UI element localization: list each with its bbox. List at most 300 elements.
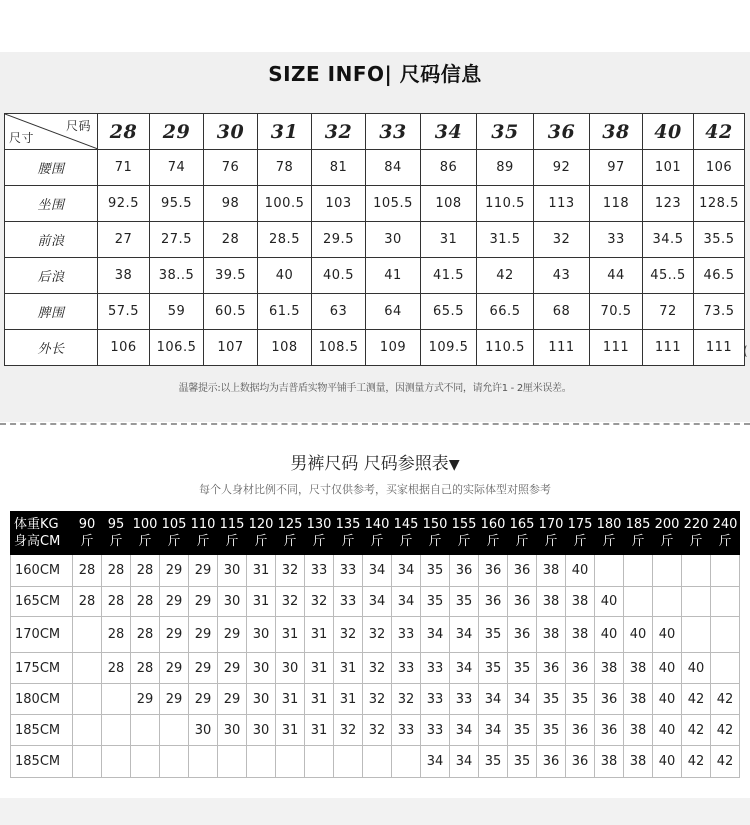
size-cell: 28 [73, 555, 102, 587]
size-header-cell: 40 [643, 114, 694, 150]
measure-value: 98 [204, 186, 258, 222]
size-cell: 40 [653, 746, 682, 778]
size-cell [160, 746, 189, 778]
measure-value: 73.5 [694, 294, 745, 330]
size-cell: 30 [218, 555, 247, 587]
size-cell: 36 [537, 746, 566, 778]
measure-value: 31 [421, 222, 477, 258]
weight-header-cell [624, 512, 653, 555]
size-cell [73, 653, 102, 684]
weight-value: 110 [190, 517, 216, 532]
measure-value: 110.5 [477, 330, 534, 366]
size-cell: 31 [247, 555, 276, 587]
size-cell: 34 [363, 587, 392, 617]
weight-value: 180 [596, 517, 622, 532]
weight-value: 240 [712, 517, 738, 532]
weight-value: 155 [451, 517, 477, 532]
weight-value: 140 [364, 517, 390, 532]
size-cell: 32 [334, 715, 363, 746]
size-cell: 36 [508, 587, 537, 617]
reference-table [10, 511, 740, 778]
size-cell: 36 [537, 653, 566, 684]
size-cell: 31 [305, 715, 334, 746]
measure-value: 61.5 [258, 294, 312, 330]
size-cell: 36 [450, 555, 479, 587]
measure-value: 108 [258, 330, 312, 366]
size-cell: 31 [305, 617, 334, 653]
weight-header-cell [566, 512, 595, 555]
size-header-row [5, 114, 745, 150]
weight-value: 125 [277, 517, 303, 532]
size-cell: 30 [247, 715, 276, 746]
size-header-cell: 42 [694, 114, 745, 150]
measure-value: 46.5 [694, 258, 745, 294]
size-cell: 40 [653, 653, 682, 684]
weight-header-cell [508, 512, 537, 555]
size-cell: 40 [653, 715, 682, 746]
size-header-cell: 35 [477, 114, 534, 150]
size-cell: 30 [247, 617, 276, 653]
size-header-cell: 28 [98, 114, 150, 150]
size-row [5, 150, 745, 186]
size-cell: 32 [363, 684, 392, 715]
weight-unit: 斤 [196, 534, 210, 549]
measure-value: 34.5 [643, 222, 694, 258]
size-cell: 35 [450, 587, 479, 617]
weight-unit: 斤 [689, 534, 703, 549]
size-cell: 29 [189, 587, 218, 617]
weight-value: 175 [567, 517, 593, 532]
size-cell: 28 [131, 653, 160, 684]
size-cell: 33 [392, 617, 421, 653]
size-cell: 42 [711, 746, 740, 778]
measure-label: 腰围 [5, 150, 98, 186]
weight-unit: 斤 [109, 534, 123, 549]
measure-value: 110.5 [477, 186, 534, 222]
weight-header-cell [682, 512, 711, 555]
size-cell [334, 746, 363, 778]
measure-value: 106 [694, 150, 745, 186]
measure-value: 84 [366, 150, 421, 186]
size-cell: 40 [624, 617, 653, 653]
measure-value: 60.5 [204, 294, 258, 330]
size-cell: 34 [479, 715, 508, 746]
size-cell: 36 [508, 555, 537, 587]
size-cell: 38 [566, 617, 595, 653]
size-cell: 30 [276, 653, 305, 684]
size-cell: 36 [479, 555, 508, 587]
size-cell [392, 746, 421, 778]
weight-header-cell [392, 512, 421, 555]
size-cell: 31 [247, 587, 276, 617]
measure-value: 41.5 [421, 258, 477, 294]
size-cell: 34 [508, 684, 537, 715]
measure-value: 113 [534, 186, 590, 222]
weight-value: 135 [335, 517, 361, 532]
measure-value: 107 [204, 330, 258, 366]
weight-header-cell [653, 512, 682, 555]
measure-value: 40 [258, 258, 312, 294]
measure-value: 45..5 [643, 258, 694, 294]
weight-value: 165 [509, 517, 535, 532]
measure-value: 28.5 [258, 222, 312, 258]
height-cell: 180CM [11, 684, 73, 715]
measure-value: 111 [643, 330, 694, 366]
size-cell: 28 [102, 587, 131, 617]
weight-header-cell [73, 512, 102, 555]
triangle-down-icon: ▼ [448, 457, 460, 473]
weight-value: 185 [625, 517, 651, 532]
measure-value: 74 [150, 150, 204, 186]
measure-label: 坐围 [5, 186, 98, 222]
weight-value: 105 [161, 517, 187, 532]
size-cell: 32 [305, 587, 334, 617]
size-cell: 29 [218, 653, 247, 684]
size-cell: 30 [247, 684, 276, 715]
size-cell: 32 [363, 617, 392, 653]
weight-unit: 斤 [573, 534, 587, 549]
weight-value: 90 [78, 517, 96, 532]
measure-value: 123 [643, 186, 694, 222]
size-cell: 36 [566, 653, 595, 684]
size-cell: 29 [131, 684, 160, 715]
measure-value: 111 [534, 330, 590, 366]
size-cell [131, 715, 160, 746]
size-cell: 33 [421, 653, 450, 684]
measure-value: 39.5 [204, 258, 258, 294]
size-cell [711, 587, 740, 617]
corner-bottom-label: 尺寸 [9, 131, 35, 145]
measure-label: 脾围 [5, 294, 98, 330]
weight-unit: 斤 [138, 534, 152, 549]
size-cell: 35 [479, 653, 508, 684]
size-cell: 36 [479, 587, 508, 617]
reference-row [11, 587, 740, 617]
weight-header-cell [595, 512, 624, 555]
size-header-cell: 29 [150, 114, 204, 150]
weight-header-cell [131, 512, 160, 555]
size-cell: 36 [595, 715, 624, 746]
height-cell: 185CM [11, 746, 73, 778]
size-cell: 34 [392, 555, 421, 587]
measure-value: 103 [312, 186, 366, 222]
size-cell [102, 684, 131, 715]
size-cell [363, 746, 392, 778]
size-cell: 36 [595, 684, 624, 715]
weight-value: 170 [538, 517, 564, 532]
size-cell: 30 [247, 653, 276, 684]
weight-value: 120 [248, 517, 274, 532]
size-cell: 34 [450, 617, 479, 653]
size-cell: 35 [421, 587, 450, 617]
size-cell: 38 [537, 555, 566, 587]
weight-header-cell [537, 512, 566, 555]
size-cell: 40 [566, 555, 595, 587]
measure-value: 108 [421, 186, 477, 222]
measure-value: 65.5 [421, 294, 477, 330]
size-header-cell: 32 [312, 114, 366, 150]
measure-value: 43 [534, 258, 590, 294]
reference-row [11, 653, 740, 684]
measure-value: 38..5 [150, 258, 204, 294]
weight-height-label [11, 512, 73, 555]
corner-top-label: 尺码 [65, 119, 91, 133]
size-cell: 38 [624, 653, 653, 684]
reference-note: 每个人身材比例不同，尺寸仅供参考，买家根据自己的实际体型对照参考 [199, 483, 551, 496]
size-cell: 40 [653, 684, 682, 715]
size-cell: 28 [131, 617, 160, 653]
size-cell: 28 [102, 617, 131, 653]
measure-value: 59 [150, 294, 204, 330]
weight-value: 160 [480, 517, 506, 532]
measure-value: 101 [643, 150, 694, 186]
dashed-divider [0, 423, 750, 425]
size-cell: 28 [73, 587, 102, 617]
size-cell [305, 746, 334, 778]
weight-unit: 斤 [341, 534, 355, 549]
size-cell: 31 [305, 653, 334, 684]
reference-header-row [11, 512, 740, 555]
size-cell: 30 [218, 587, 247, 617]
size-cell: 38 [595, 746, 624, 778]
size-cell [218, 746, 247, 778]
size-cell: 33 [450, 684, 479, 715]
size-cell: 35 [508, 746, 537, 778]
size-cell [189, 746, 218, 778]
size-cell: 35 [508, 653, 537, 684]
size-info-table [4, 113, 745, 366]
size-cell: 34 [392, 587, 421, 617]
measure-value: 105.5 [366, 186, 421, 222]
measure-value: 30 [366, 222, 421, 258]
reference-row [11, 746, 740, 778]
corner-cell [5, 114, 98, 150]
measure-value: 38 [98, 258, 150, 294]
weight-value: 145 [393, 517, 419, 532]
size-cell [595, 555, 624, 587]
size-row [5, 294, 745, 330]
size-cell: 38 [537, 617, 566, 653]
size-cell: 31 [276, 617, 305, 653]
corner-diagonal [5, 114, 97, 149]
weight-header-cell [421, 512, 450, 555]
size-cell: 34 [421, 617, 450, 653]
measure-value: 111 [590, 330, 643, 366]
weight-header-cell [334, 512, 363, 555]
size-cell [276, 746, 305, 778]
weight-header-cell [102, 512, 131, 555]
size-cell: 33 [392, 715, 421, 746]
size-cell: 36 [566, 746, 595, 778]
weight-unit: 斤 [718, 534, 732, 549]
height-cell: 175CM [11, 653, 73, 684]
size-cell [160, 715, 189, 746]
weight-header-cell [711, 512, 740, 555]
weight-header-cell [189, 512, 218, 555]
size-cell: 29 [218, 684, 247, 715]
size-row [5, 222, 745, 258]
size-cell: 30 [218, 715, 247, 746]
size-cell: 34 [479, 684, 508, 715]
weight-header-cell [276, 512, 305, 555]
size-cell: 42 [682, 684, 711, 715]
footer-bar [0, 798, 750, 825]
size-cell: 28 [102, 555, 131, 587]
size-cell: 42 [682, 715, 711, 746]
weight-unit: 斤 [660, 534, 674, 549]
measure-value: 81 [312, 150, 366, 186]
size-cell: 38 [624, 746, 653, 778]
size-cell: 35 [479, 746, 508, 778]
measure-label: 外长 [5, 330, 98, 366]
weight-unit: 斤 [399, 534, 413, 549]
size-cell: 28 [131, 587, 160, 617]
size-cell: 29 [189, 653, 218, 684]
reference-row [11, 617, 740, 653]
measure-value: 89 [477, 150, 534, 186]
size-cell [711, 653, 740, 684]
size-cell: 29 [189, 555, 218, 587]
size-cell [73, 617, 102, 653]
measure-value: 33 [590, 222, 643, 258]
size-cell: 36 [566, 715, 595, 746]
size-cell: 33 [334, 555, 363, 587]
size-cell [131, 746, 160, 778]
size-cell [682, 555, 711, 587]
measure-value: 118 [590, 186, 643, 222]
size-cell: 30 [189, 715, 218, 746]
measure-value: 111 [694, 330, 745, 366]
measure-value: 63 [312, 294, 366, 330]
size-cell: 32 [363, 653, 392, 684]
size-cell [682, 587, 711, 617]
size-cell: 32 [334, 617, 363, 653]
measure-value: 66.5 [477, 294, 534, 330]
size-cell [247, 746, 276, 778]
size-cell: 38 [537, 587, 566, 617]
measure-value: 31.5 [477, 222, 534, 258]
size-cell [711, 555, 740, 587]
size-cell: 34 [450, 746, 479, 778]
measure-label: 前浪 [5, 222, 98, 258]
weight-unit: 斤 [428, 534, 442, 549]
reference-grid [10, 511, 739, 776]
weight-unit: 斤 [80, 534, 94, 549]
measure-value: 92.5 [98, 186, 150, 222]
weight-label: 体重KG [14, 517, 59, 532]
measure-value: 28 [204, 222, 258, 258]
size-cell: 29 [218, 617, 247, 653]
measure-value: 92 [534, 150, 590, 186]
measure-value: 78 [258, 150, 312, 186]
weight-value: 115 [219, 517, 245, 532]
size-cell [653, 555, 682, 587]
size-cell: 40 [682, 653, 711, 684]
size-cell: 29 [160, 587, 189, 617]
weight-unit: 斤 [457, 534, 471, 549]
size-cell: 28 [131, 555, 160, 587]
size-cell: 33 [305, 555, 334, 587]
weight-unit: 斤 [167, 534, 181, 549]
size-cell: 32 [363, 715, 392, 746]
size-cell: 35 [537, 684, 566, 715]
size-cell: 42 [711, 684, 740, 715]
size-cell [102, 746, 131, 778]
measure-value: 95.5 [150, 186, 204, 222]
size-cell: 35 [537, 715, 566, 746]
weight-unit: 斤 [225, 534, 239, 549]
size-header-cell: 34 [421, 114, 477, 150]
weight-unit: 斤 [312, 534, 326, 549]
weight-header-cell [479, 512, 508, 555]
weight-unit: 斤 [254, 534, 268, 549]
measure-value: 27 [98, 222, 150, 258]
size-cell [73, 715, 102, 746]
size-cell: 33 [334, 587, 363, 617]
measure-value: 108.5 [312, 330, 366, 366]
measure-value: 100.5 [258, 186, 312, 222]
measure-value: 41 [366, 258, 421, 294]
size-cell: 34 [450, 653, 479, 684]
reference-title [0, 449, 750, 474]
measure-value: 29.5 [312, 222, 366, 258]
weight-value: 150 [422, 517, 448, 532]
measure-value: 32 [534, 222, 590, 258]
measure-label: 后浪 [5, 258, 98, 294]
weight-value: 130 [306, 517, 332, 532]
size-cell: 38 [624, 715, 653, 746]
size-cell: 29 [160, 653, 189, 684]
measure-value: 106.5 [150, 330, 204, 366]
weight-header-cell [218, 512, 247, 555]
size-header-cell: 33 [366, 114, 421, 150]
measure-value: 109 [366, 330, 421, 366]
size-header-cell: 30 [204, 114, 258, 150]
size-cell: 35 [508, 715, 537, 746]
height-cell: 165CM [11, 587, 73, 617]
weight-unit: 斤 [602, 534, 616, 549]
weight-value: 200 [654, 517, 680, 532]
size-cell: 38 [624, 684, 653, 715]
height-cell: 170CM [11, 617, 73, 653]
size-cell: 40 [595, 617, 624, 653]
measure-value: 70.5 [590, 294, 643, 330]
size-cell [73, 684, 102, 715]
size-cell: 42 [711, 715, 740, 746]
size-cell: 29 [160, 684, 189, 715]
size-cell: 35 [421, 555, 450, 587]
size-cell [711, 617, 740, 653]
size-cell: 33 [421, 715, 450, 746]
weight-unit: 斤 [515, 534, 529, 549]
size-cell: 38 [595, 653, 624, 684]
size-cell: 31 [334, 684, 363, 715]
size-cell [624, 587, 653, 617]
size-cell: 32 [276, 555, 305, 587]
size-cell: 29 [160, 555, 189, 587]
height-label: 身高CM [14, 534, 61, 549]
size-cell: 31 [334, 653, 363, 684]
weight-unit: 斤 [283, 534, 297, 549]
height-cell: 160CM [11, 555, 73, 587]
measure-value: 40.5 [312, 258, 366, 294]
reference-row [11, 555, 740, 587]
measure-value: 106 [98, 330, 150, 366]
size-cell: 34 [363, 555, 392, 587]
measure-value: 71 [98, 150, 150, 186]
weight-unit: 斤 [631, 534, 645, 549]
weight-value: 95 [107, 517, 125, 532]
